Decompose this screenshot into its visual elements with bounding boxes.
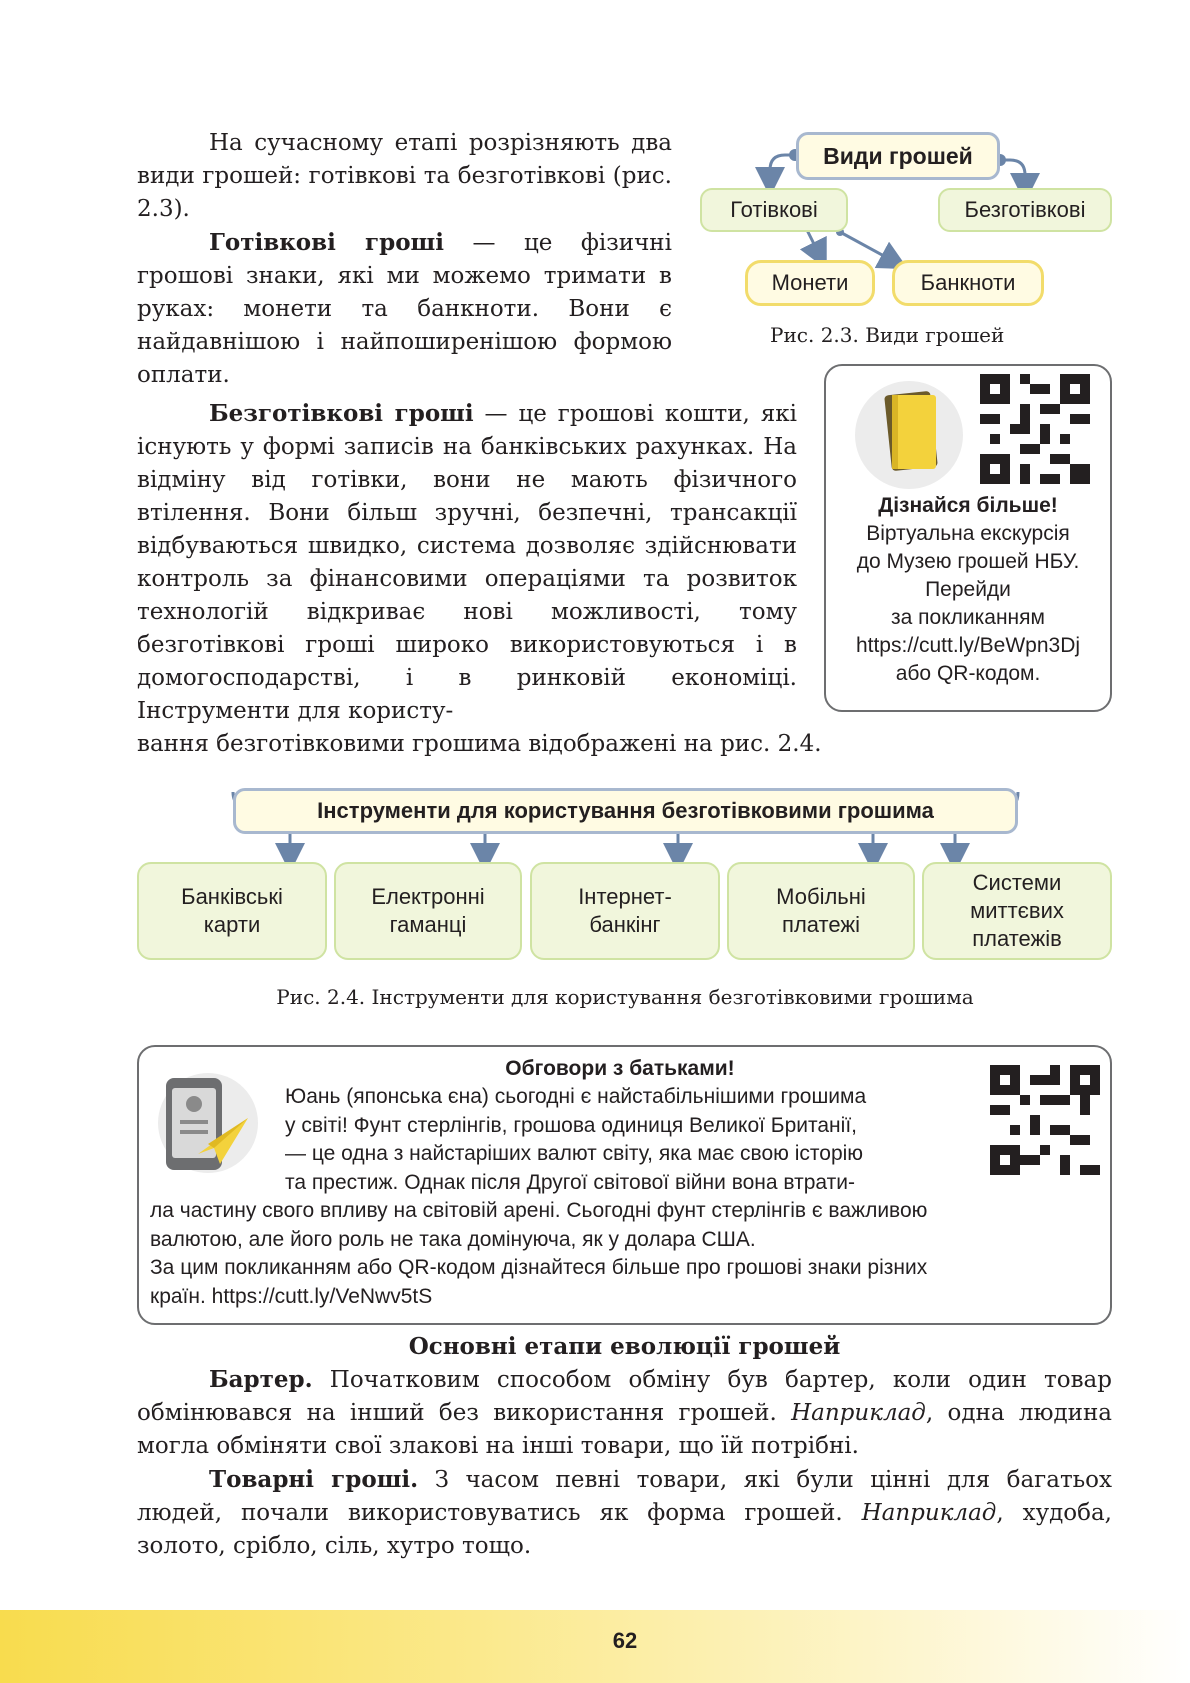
noncash-paragraph [137,397,797,728]
discuss-line: За цим покликанням або QR-кодом дізнайтеся більше про грошові знаки різних [150,1256,928,1279]
fig24-item-bank-cards: Банківські карти [137,862,327,960]
cash-term: Готівкові гроші [209,229,445,256]
connector-to-banknotes [840,232,895,262]
fig24-item-mobile-payments: Мобільні платежі [727,862,915,960]
fig24-caption: Рис. 2.4. Інструменти для користування безготівковими грошима [276,985,974,1009]
commodity-paragraph: Товарні гроші. З часом певні товари, які були цінні для багатьох людей, почали використовуватись як форма грошей. Наприклад, худоба, золото, срібло, сіль, хутро тощо. [137,1466,1113,1559]
stages-section [137,1330,1112,1563]
discuss-line: у світі! Фунт стерлінгів, грошова одиниця Великої Британії, [285,1113,857,1137]
discuss-line: валютою, але його роль не така домінуюча, як у долара США. [150,1227,756,1251]
barter-paragraph: Бартер. Початковим способом обміну був бартер, коли один товар обмінювався на інший без використання грошей. Наприклад, одна людина могла обміняти свої злакові на інші товари, що їй потрібні. [137,1366,1112,1459]
learn-more-link[interactable]: https://cutt.ly/BeWpn3Dj [855,634,1081,657]
fig23-coins-node: Монети [745,260,875,306]
learn-more-line: за покликанням [891,606,1045,629]
learn-more-line: Віртуальна екскурсія [866,522,1070,545]
barter-example: Наприклад [791,1400,926,1426]
fig23-noncash-node: Безготівкові [938,188,1112,232]
discuss-text-upper [285,1083,985,1197]
learn-more-text [824,492,1112,688]
fig23-cash-node: Готівкові [700,188,848,232]
intro-paragraph: На сучасному етапі розрізняють два види грошей: готівкові та безготівкові (рис. 2.3). [137,130,672,222]
noncash-block [137,397,822,761]
learn-more-line: Перейди [925,578,1011,601]
barter-term: Бартер. [209,1366,313,1393]
page-number: 62 [612,1628,638,1653]
stages-title: Основні етапи еволюції грошей [408,1333,841,1360]
discuss-line: та престиж. Однак після Другої світової війни вона втрати- [285,1170,855,1194]
discuss-line: — це одна з найстаріших валют світу, яка має свою історію [285,1142,864,1165]
learn-more-qr-code-icon[interactable] [980,374,1090,489]
noncash-tail: вання безготівковими грошима відображені на рис. 2.4. [137,731,822,757]
commodity-example: Наприклад [861,1500,997,1526]
connector-to-coins [806,228,820,256]
phone-icon [148,1068,263,1178]
cash-text: — це фізичні грошові знаки, які ми можемо тримати в руках: монети та банкноти. Вони є найдавнішою і найпоширенішою формою оплати. [137,230,672,388]
discuss-title: Обговори з батьками! [505,1057,735,1080]
noncash-term: Безготівкові гроші [209,400,474,427]
discuss-text-lower [150,1197,1100,1311]
learn-more-title: Дізнайся більше! [878,494,1058,517]
discuss-line: Юань (японська єна) сьогодні є найстабільнішими грошима [285,1085,867,1108]
fig23-root-node: Види грошей [796,132,1000,180]
learn-more-line: до Музею грошей НБУ. [856,550,1080,573]
fig24-header-node: Інструменти для користування безготівковими грошима [233,788,1018,834]
learn-more-line: або QR-кодом. [895,662,1041,685]
fig24-item-e-wallets: Електронні гаманці [334,862,522,960]
fig23-caption: Рис. 2.3. Види грошей [770,323,1005,347]
fig24-item-internet-banking: Інтернет- банкінг [530,862,720,960]
noncash-text: — це грошові кошти, які існують у формі записів на банківських рахунках. На відміну від готівки, вони не мають фізичного втілення. Вони більш зручні, безпечні, трансакції відбуваються швидко, система дозволяє здійснювати контроль за фінансовими операціями та розвиток технологій відкриває нові можливості, тому безготівкові гроші широко використовуються і в домогосподарстві, і в ринковій економіці. Інструменти для користу- [137,401,797,724]
book-icon [850,375,968,493]
fig24-item-instant-payments: Системи миттєвих платежів [922,862,1112,960]
discuss-qr-code-icon[interactable] [990,1065,1100,1180]
fig23-banknotes-node: Банкноти [892,260,1044,306]
commodity-term: Товарні гроші. [209,1466,419,1493]
discuss-line: ла частину свого впливу на світовій арені. Сьогодні фунт стерлінгів є важливою [150,1199,928,1222]
discuss-line: країн. https://cutt.ly/VeNwv5tS [150,1284,433,1308]
